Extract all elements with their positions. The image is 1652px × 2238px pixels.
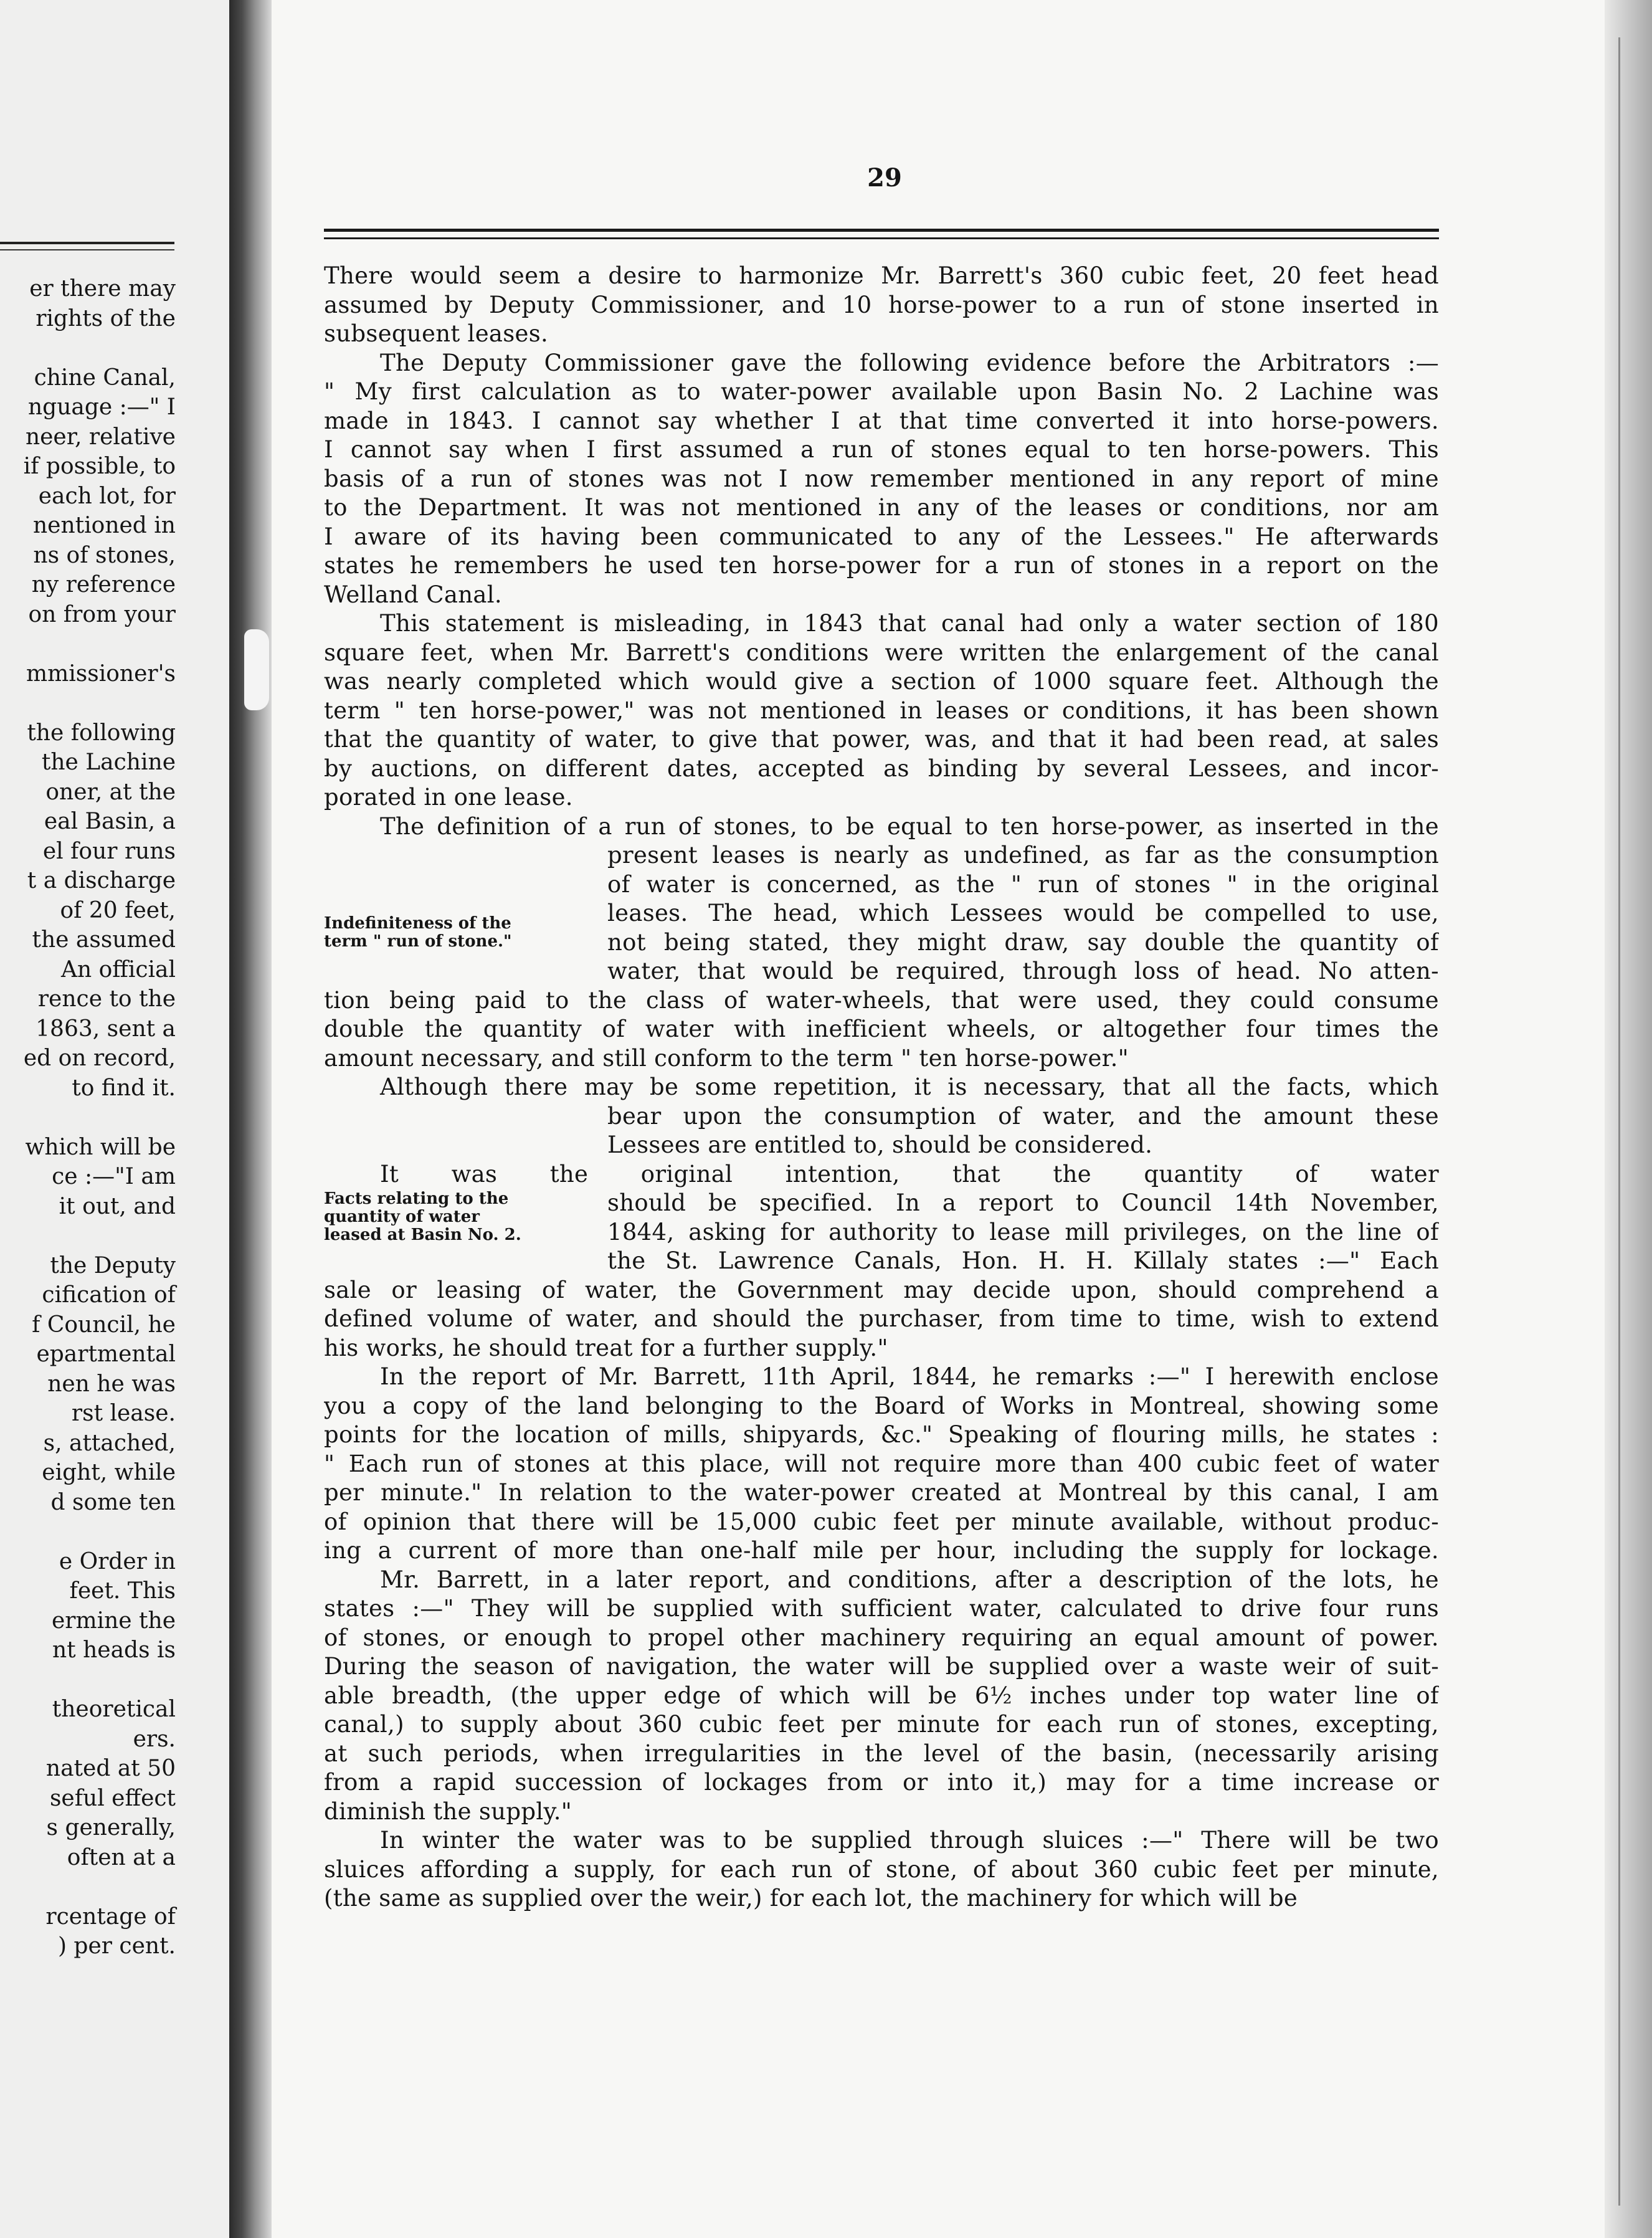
body-line: by auctions, on different dates, accepted as binding by several Lessees, and incor- <box>324 755 1439 782</box>
body-line: of opinion that there will be 15,000 cubic feet per minute available, without produc- <box>324 1508 1439 1535</box>
previous-page-line: An official <box>60 956 176 983</box>
body-line: tion being paid to the class of water-wheels, that were used, they could consume <box>324 986 1439 1014</box>
body-line: (the same as supplied over the weir,) for each lot, the machinery for which will be <box>324 1885 1298 1912</box>
body-line: not being stated, they might draw, say double the quantity of <box>607 928 1439 956</box>
body-line: the St. Lawrence Canals, Hon. H. H. Killaly states :—" Each <box>607 1247 1439 1274</box>
body-line: you a copy of the land belonging to the Board of Works in Montreal, showing some <box>324 1392 1439 1419</box>
page-edge-shadow <box>1605 0 1652 2238</box>
previous-page-line <box>0 333 176 363</box>
previous-page-line: nentioned in <box>32 513 176 538</box>
previous-page-line: the assumed <box>32 927 176 953</box>
body-line: leases. The head, which Lessees would be compelled to use, <box>607 900 1439 926</box>
margin-note-line: Indefiniteness of the <box>324 914 511 933</box>
previous-page-line: rence to the <box>37 986 176 1012</box>
margin-note-indefiniteness <box>324 915 548 951</box>
body-line: ing a current of more than one-half mile per hour, including the supply for lockage. <box>324 1537 1439 1564</box>
previous-page-line: t a discharge <box>27 868 176 893</box>
previous-page-line <box>0 1517 176 1547</box>
previous-page-line: seful effect <box>49 1785 176 1811</box>
previous-page-line: d some ten <box>50 1489 176 1515</box>
body-line: states :—" They will be supplied with sufficient water, calculated to drive four runs <box>324 1595 1439 1622</box>
previous-page-header-rule <box>0 242 174 244</box>
margin-note-line: leased at Basin No. 2. <box>324 1226 521 1244</box>
previous-page-line: f Council, he <box>32 1312 176 1338</box>
body-line: at such periods, when irregularities in the level of the basin, (necessarily arising <box>324 1740 1439 1767</box>
previous-page-line: rcentage of <box>45 1903 176 1930</box>
previous-page-line: rights of the <box>36 305 176 331</box>
body-line: double the quantity of water with inefficient wheels, or altogether four times the <box>324 1016 1439 1042</box>
body-line: was nearly completed which would give a section of 1000 square feet. Although the <box>324 668 1439 695</box>
previous-page-line: often at a <box>67 1844 176 1870</box>
body-line: The Deputy Commissioner gave the following evidence before the Arbitrators :— <box>380 349 1439 376</box>
previous-page-line <box>0 629 176 659</box>
body-line: assumed by Deputy Commissioner, and 10 horse-power to a run of stone inserted in <box>324 291 1439 318</box>
body-line: sluices affording a supply, for each run of stone, of about 360 cubic feet per minute, <box>324 1855 1439 1883</box>
body-line: diminish the supply." <box>324 1798 572 1825</box>
body-line: water, that would be required, through loss of head. No atten- <box>607 958 1439 984</box>
body-line: bear upon the consumption of water, and the amount these <box>607 1102 1439 1130</box>
body-line: The definition of a run of stones, to be equal to ten horse-power, as inserted in the <box>380 812 1439 840</box>
previous-page-line: on from your <box>28 601 176 627</box>
previous-page-line: ers. <box>133 1726 176 1752</box>
previous-page-line: ermine the <box>51 1607 176 1634</box>
previous-page-line: if possible, to <box>23 454 176 479</box>
previous-page-line: s, attached, <box>43 1430 176 1456</box>
previous-page-line: eal Basin, a <box>44 809 176 834</box>
previous-page-line: which will be <box>25 1134 176 1160</box>
body-line: from a rapid succession of lockages from or into it,) may for a time increase or <box>324 1769 1439 1796</box>
body-line: There would seem a desire to harmonize Mr. Barrett's 360 cubic feet, 20 feet head <box>324 262 1439 289</box>
margin-note-facts <box>324 1190 548 1244</box>
body-line: It was the original intention, that the quantity of water <box>380 1160 1439 1188</box>
previous-page-line: oner, at the <box>45 779 176 805</box>
previous-page-line: nen he was <box>47 1371 176 1397</box>
body-line: term " ten horse-power," was not mentioned in leases or conditions, it has been shown <box>324 697 1439 724</box>
body-line: " Each run of stones at this place, will not require more than 400 cubic feet of water <box>324 1450 1439 1477</box>
previous-page-line: to find it. <box>72 1075 176 1101</box>
body-line: In the report of Mr. Barrett, 11th April, 1844, he remarks :—" I herewith enclose <box>380 1363 1439 1390</box>
body-line: During the season of navigation, the water will be supplied over a waste weir of suit- <box>324 1653 1439 1680</box>
page-body-text <box>324 262 1439 1913</box>
page-edge-line <box>1618 37 1620 2206</box>
page-number: 29 <box>867 163 902 193</box>
previous-page-fragment <box>0 0 235 2238</box>
previous-page-header-rule-thin <box>0 249 174 250</box>
previous-page-line: ) per cent. <box>57 1933 176 1959</box>
body-line: his works, he should treat for a further supply." <box>324 1334 888 1361</box>
gutter-tear <box>244 629 269 710</box>
body-line: " My first calculation as to water-power available upon Basin No. 2 Lachine was <box>324 378 1439 405</box>
body-line: Although there may be some repetition, it is necessary, that all the facts, which <box>380 1074 1439 1100</box>
body-line: In winter the water was to be supplied through sluices :—" There will be two <box>380 1827 1439 1854</box>
previous-page-line: cification of <box>42 1282 176 1308</box>
margin-note-line: term " run of stone." <box>324 932 512 951</box>
body-line: basis of a run of stones was not I now remember mentioned in any report of mine <box>324 465 1439 492</box>
body-line: present leases is nearly as undefined, as far as the consumption <box>607 842 1439 869</box>
body-line: This statement is misleading, in 1843 that canal had only a water section of 180 <box>380 610 1439 637</box>
body-line: subsequent leases. <box>324 320 549 347</box>
previous-page-line: mmissioner's <box>26 660 176 687</box>
previous-page-line <box>0 1665 176 1695</box>
body-line: I cannot say when I first assumed a run of stones equal to ten horse-powers. This <box>324 436 1439 463</box>
previous-page-line: er there may <box>29 276 176 302</box>
previous-page-line <box>0 1872 176 1902</box>
previous-page-line: eight, while <box>42 1460 176 1485</box>
previous-page-line: rst lease. <box>71 1401 176 1426</box>
body-line: made in 1843. I cannot say whether I at that time converted it into horse-powers. <box>324 407 1439 434</box>
body-line: 1844, asking for authority to lease mill privileges, on the line of <box>607 1218 1439 1245</box>
body-line: states he remembers he used ten horse-power for a run of stones in a report on the <box>324 552 1439 579</box>
previous-page-line: nated at 50 <box>45 1756 176 1781</box>
previous-page-line: el four runs <box>42 838 176 864</box>
margin-note-line: Facts relating to the <box>324 1189 509 1208</box>
header-rule-thick <box>324 229 1439 232</box>
body-line: porated in one lease. <box>324 784 573 811</box>
previous-page-text <box>0 274 176 1961</box>
previous-page-line <box>0 1103 176 1133</box>
previous-page-line: the following <box>27 720 176 746</box>
previous-page-line: ed on record, <box>23 1045 176 1071</box>
body-line: Mr. Barrett, in a later report, and conditions, after a description of the lots, he <box>380 1566 1439 1593</box>
body-line: Lessees are entitled to, should be considered. <box>607 1131 1153 1158</box>
previous-page-line: ny reference <box>31 572 176 598</box>
header-rule-thin <box>324 237 1439 239</box>
body-line: square feet, when Mr. Barrett's conditions were written the enlargement of the canal <box>324 639 1439 666</box>
body-line: to the Department. It was not mentioned in any of the leases or conditions, nor am <box>324 494 1439 521</box>
body-line: of water is concerned, as the " run of stones " in the original <box>607 870 1439 898</box>
previous-page-line: nt heads is <box>52 1637 176 1663</box>
body-line: Welland Canal. <box>324 581 502 608</box>
body-line: sale or leasing of water, the Government may decide upon, should comprehend a <box>324 1276 1439 1303</box>
previous-page-line: feet. This <box>69 1578 176 1604</box>
body-line: defined volume of water, and should the purchaser, from time to time, wish to extend <box>324 1305 1439 1332</box>
body-line: of stones, or enough to propel other machinery requiring an equal amount of power. <box>324 1624 1439 1651</box>
previous-page-line: 1863, sent a <box>36 1016 176 1042</box>
previous-page-line <box>0 1221 176 1251</box>
previous-page-line: neer, relative <box>25 424 176 450</box>
body-line: should be specified. In a report to Council 14th November, <box>607 1189 1439 1216</box>
previous-page-line: nguage :—" I <box>27 394 176 420</box>
previous-page-line: each lot, for <box>38 483 176 509</box>
book-gutter <box>229 0 272 2238</box>
previous-page-line: ce :—"I am <box>52 1164 176 1189</box>
previous-page-line: e Order in <box>59 1548 176 1574</box>
previous-page-line: epartmental <box>36 1341 176 1367</box>
body-line: I aware of its having been communicated to any of the Lessees." He afterwards <box>324 523 1439 550</box>
previous-page-line: the Deputy <box>50 1252 176 1279</box>
previous-page-line <box>0 688 176 718</box>
body-line: points for the location of mills, shipyards, &c." Speaking of flouring mills, he states : <box>324 1421 1439 1448</box>
body-line: canal,) to supply about 360 cubic feet per minute for each run of stones, excepting, <box>324 1711 1439 1738</box>
body-line: per minute." In relation to the water-power created at Montreal by this canal, I am <box>324 1479 1439 1506</box>
previous-page-line: the Lachine <box>41 750 176 775</box>
previous-page-line: s generally, <box>46 1815 176 1840</box>
body-line: able breadth, (the upper edge of which will be 6½ inches under top water line of <box>324 1682 1439 1709</box>
previous-page-line: theoretical <box>52 1697 176 1722</box>
previous-page-line: chine Canal, <box>34 364 176 391</box>
previous-page-line: of 20 feet, <box>60 897 176 923</box>
previous-page-line: it out, and <box>59 1193 176 1219</box>
margin-note-line: quantity of water <box>324 1207 480 1226</box>
body-line: amount necessary, and still conform to the term " ten horse-power." <box>324 1044 1129 1072</box>
previous-page-line: ns of stones, <box>33 542 176 568</box>
body-line: that the quantity of water, to give that power, was, and that it had been read, at sales <box>324 726 1439 753</box>
